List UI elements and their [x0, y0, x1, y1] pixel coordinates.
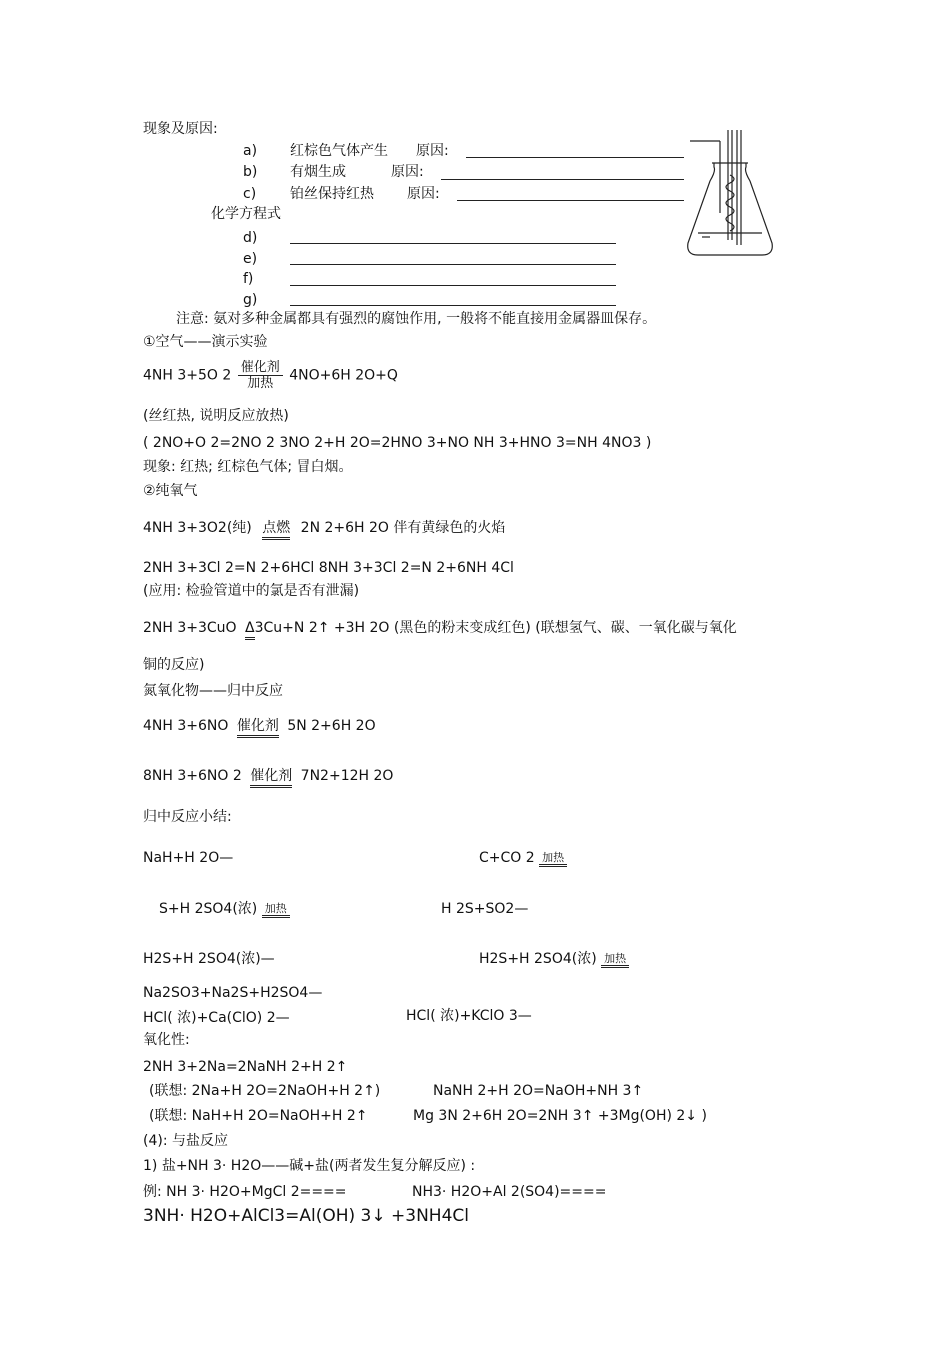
reaction-4: Na2SO3+Na2S+H2SO4—: [143, 985, 323, 1001]
item-a-label: a): [243, 143, 258, 159]
reaction-1-left: NaH+H 2O—: [143, 850, 234, 866]
answer-line-d: [290, 243, 616, 244]
conical-flask-diagram: [680, 125, 780, 260]
air-experiment-title: ①空气——演示实验: [143, 334, 268, 350]
pure-oxygen-title: ②纯氧气: [143, 483, 198, 499]
answer-line-e: [290, 264, 616, 265]
chlorine-equations: 2NH 3+3Cl 2=N 2+6HCl 8NH 3+3Cl 2=N 2+6NH 4Cl: [143, 560, 514, 576]
eq-label-d: d): [243, 230, 258, 246]
air-cond-top: 催化剂: [238, 360, 283, 376]
item-c-label: c): [243, 186, 257, 202]
item-b-text: 有烟生成: [290, 164, 346, 180]
reaction-3-left: H2S+H 2SO4(浓)—: [143, 951, 275, 967]
salt-reaction-rule: 1) 盐+NH 3· H2O——碱+盐(两者发生复分解反应) :: [143, 1158, 476, 1174]
cuo-eq-right: 3Cu+N 2↑ +3H 2O (黑色的粉末变成红色) (联想氢气、碳、一氧化碳与氧化: [254, 620, 737, 636]
air-note-reactions: ( 2NO+O 2=2NO 2 3NO 2+H 2O=2HNO 3+NO NH 3+HNO 3=NH 4NO3 ): [143, 435, 652, 451]
no2-eq-left: 8NH 3+6NO 2: [143, 768, 242, 784]
reaction-5-left: HCl( 浓)+Ca(ClO) 2—: [143, 1010, 290, 1026]
salt-reaction-title: (4): 与盐反应: [143, 1133, 228, 1149]
air-phenomena: 现象: 红热; 红棕色气体; 冒白烟。: [143, 459, 353, 475]
nitrogen-oxide-title: 氮氧化物——归中反应: [143, 683, 283, 699]
oxidation-title: 氧化性:: [143, 1032, 190, 1048]
eq-label-g: g): [243, 292, 258, 308]
item-b-label: b): [243, 164, 258, 180]
no-eq-condition: 催化剂: [237, 718, 279, 738]
answer-line-f: [290, 285, 616, 286]
answer-line-g: [290, 305, 616, 306]
eq-label-e: e): [243, 251, 258, 267]
no-eq-right: 5N 2+6H 2O: [287, 718, 376, 734]
r3-right-formula: H2S+H 2SO4(浓): [479, 951, 597, 967]
reaction-3-right: [479, 937, 629, 968]
cuo-eq-left: 2NH 3+3CuO: [143, 620, 237, 636]
oxidation-assoc-1-left: (联想: 2Na+H 2O=2NaOH+H 2↑): [149, 1083, 381, 1099]
item-a-reason: 原因:: [416, 143, 449, 159]
r1-right-formula: C+CO 2: [479, 850, 535, 866]
no2-eq-condition: 催化剂: [250, 768, 292, 788]
air-condition: [238, 360, 283, 391]
no2-eq-right: 7N2+12H 2O: [300, 768, 394, 784]
answer-line-a: [466, 157, 684, 158]
oxidation-assoc-1-right: NaNH 2+H 2O=NaOH+NH 3↑: [433, 1083, 644, 1099]
r1-heat-label: 加热: [542, 851, 565, 864]
air-note-heat: (丝红热, 说明反应放热): [143, 408, 289, 424]
cuo-continuation: 铜的反应): [143, 657, 205, 673]
air-equation: [143, 360, 398, 391]
no2-equation: [143, 767, 393, 785]
pure-eq-right: 2N 2+6H 2O 伴有黄绿色的火焰: [300, 520, 506, 536]
summary-title: 归中反应小结:: [143, 809, 232, 825]
eq-label-f: f): [243, 271, 254, 287]
item-c-text: 铂丝保持红热: [290, 186, 374, 202]
salt-alcl3-equation: 3NH· H2O+AlCl3=Al(OH) 3↓ +3NH4Cl: [143, 1206, 469, 1226]
answer-line-b: [441, 179, 684, 180]
equation-header: 化学方程式: [211, 206, 281, 222]
cuo-eq-condition: Δ: [245, 620, 255, 640]
air-cond-bottom: 加热: [247, 376, 274, 391]
reaction-1-right: [479, 836, 567, 867]
r2-heat-condition: [262, 903, 290, 918]
r3-heat-label: 加热: [604, 952, 627, 965]
item-c-reason: 原因:: [407, 186, 440, 202]
pure-eq-left: 4NH 3+3O2(纯): [143, 520, 252, 536]
air-eq-left: 4NH 3+5O 2: [143, 367, 232, 384]
item-a-text: 红棕色气体产生: [290, 143, 388, 159]
answer-line-c: [457, 200, 684, 201]
note-text: 注意: 氨对多种金属都具有强烈的腐蚀作用, 一般将不能直接用金属器皿保存。: [176, 311, 657, 327]
r3-heat-condition: [601, 953, 629, 968]
oxidation-equation: 2NH 3+2Na=2NaNH 2+H 2↑: [143, 1059, 348, 1075]
air-eq-right: 4NO+6H 2O+Q: [289, 367, 398, 384]
salt-example-left: 例: NH 3· H2O+MgCl 2====: [143, 1184, 347, 1200]
cuo-equation: [143, 619, 737, 637]
phenomena-header: 现象及原因:: [143, 121, 218, 137]
no-eq-left: 4NH 3+6NO: [143, 718, 229, 734]
no-equation: [143, 717, 376, 735]
r2-left-formula: S+H 2SO4(浓): [159, 901, 258, 917]
pure-eq-condition: 点燃: [262, 520, 290, 540]
reaction-2-left: [159, 887, 290, 918]
r2-heat-label: 加热: [264, 902, 287, 915]
r1-heat-condition: [539, 852, 567, 867]
item-b-reason: 原因:: [391, 164, 424, 180]
oxidation-assoc-2-left: (联想: NaH+H 2O=NaOH+H 2↑: [149, 1108, 368, 1124]
pure-oxygen-equation: [143, 519, 505, 537]
chlorine-application: (应用: 检验管道中的氯是否有泄漏): [143, 583, 360, 599]
reaction-2-right: H 2S+SO2—: [441, 901, 529, 917]
oxidation-assoc-2-right: Mg 3N 2+6H 2O=2NH 3↑ +3Mg(OH) 2↓ ): [413, 1108, 707, 1124]
salt-example-right: NH3· H2O+Al 2(SO4)====: [412, 1184, 607, 1200]
reaction-5-right: HCl( 浓)+KClO 3—: [406, 1008, 532, 1024]
